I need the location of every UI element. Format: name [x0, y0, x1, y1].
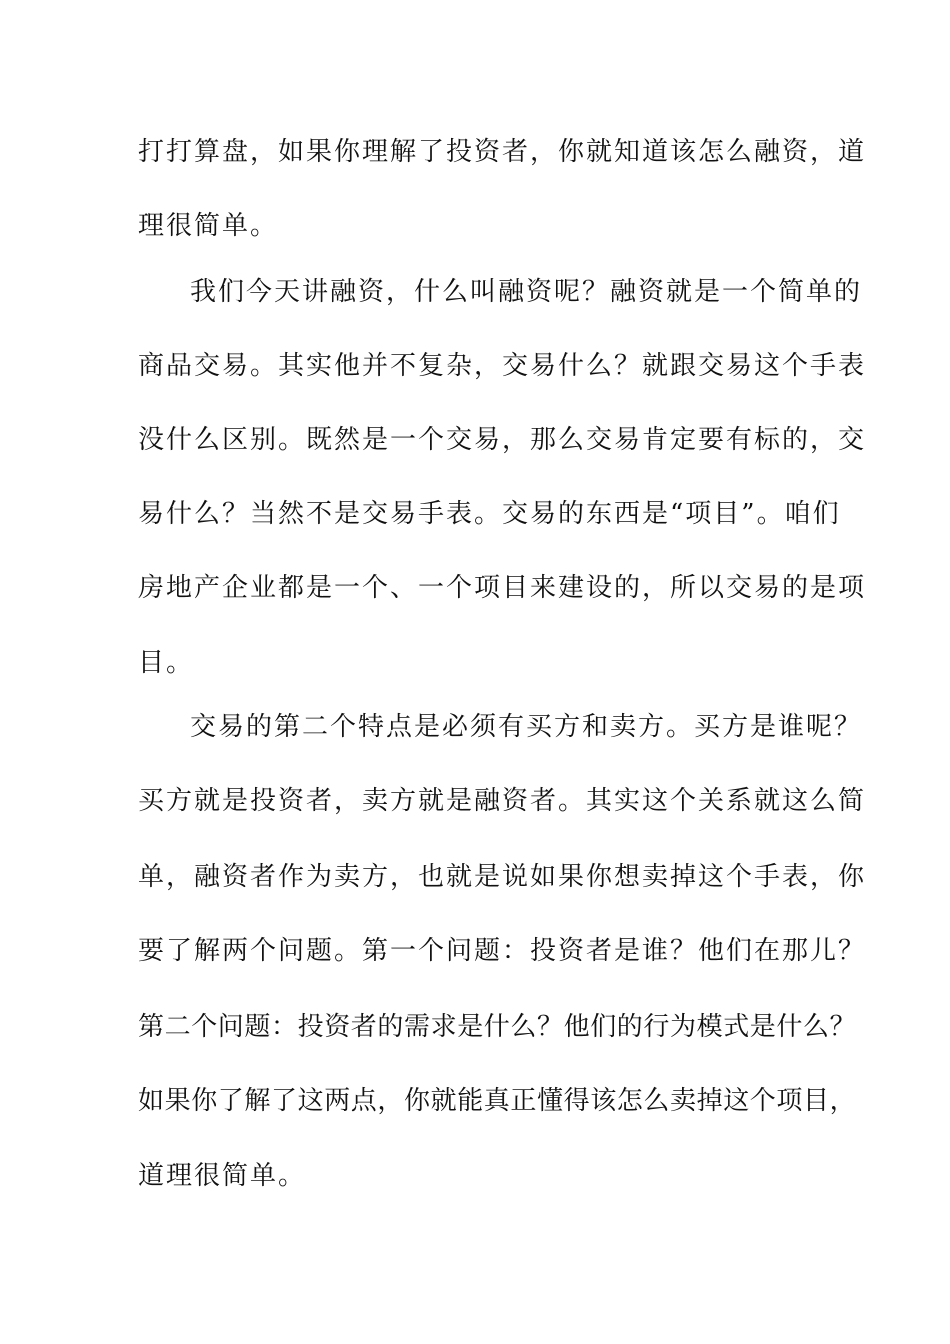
text-line: 道理很简单。	[138, 1161, 307, 1191]
paragraph-start-line: 交易的第二个特点是必须有买方和卖方。买方是谁呢？	[190, 712, 863, 742]
text-line: 房地产企业都是一个、一个项目来建设的，所以交易的是项	[138, 573, 867, 603]
text-line: 买方就是投资者，卖方就是融资者。其实这个关系就这么简	[138, 786, 867, 816]
text-line: 第二个问题：投资者的需求是什么？他们的行为模式是什么？	[138, 1012, 857, 1042]
text-line: 理很简单。	[138, 211, 279, 241]
paragraph-start-line: 我们今天讲融资，什么叫融资呢？融资就是一个简单的	[190, 277, 863, 307]
text-line: 要了解两个问题。第一个问题：投资者是谁？他们在那儿？	[138, 936, 867, 966]
text-line: 没什么区别。既然是一个交易，那么交易肯定要有标的，交	[138, 425, 867, 455]
text-line: 商品交易。其实他并不复杂，交易什么？就跟交易这个手表	[138, 351, 867, 381]
text-line: 如果你了解了这两点，你就能真正懂得该怎么卖掉这个项目，	[138, 1086, 857, 1116]
text-line: 打打算盘，如果你理解了投资者，你就知道该怎么融资，道	[138, 137, 867, 167]
text-line: 易什么？当然不是交易手表。交易的东西是“项目”。咱们	[138, 499, 841, 529]
text-line: 目。	[138, 648, 195, 678]
text-line: 单，融资者作为卖方，也就是说如果你想卖掉这个手表，你	[138, 862, 867, 892]
